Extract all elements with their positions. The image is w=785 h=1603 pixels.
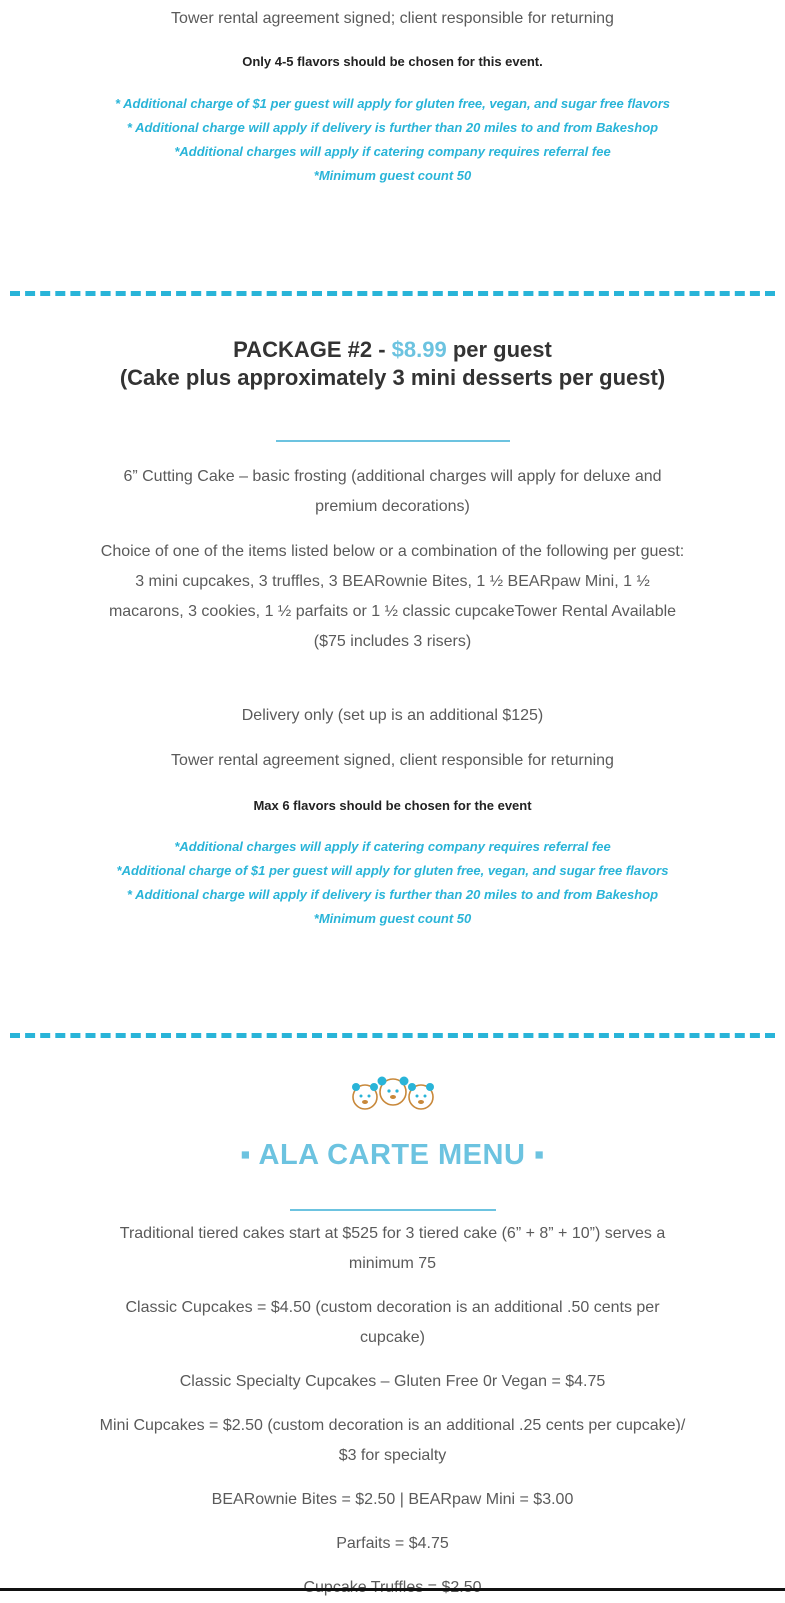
pkg2-flavors-note: Max 6 flavors should be chosen for the event [253, 798, 532, 813]
pkg2-choice-items: 3 mini cupcakes, 3 truffles, 3 BEARownie Bites, 1 ½ BEARpaw Mini, 1 ½ macarons, 3 cookies, 1 ½ parfaits or 1 ½ classic cupcakeTower Rental Available ($75 includes 3 risers) [108, 573, 677, 650]
pkg2-cutting-cake: 6” Cutting Cake – basic frosting (additional charges will apply for deluxe and premium decorations) [123, 468, 662, 515]
section-divider [10, 291, 775, 296]
pkg2-notes [0, 835, 785, 931]
pkg2-choice [0, 537, 785, 657]
pkg2-note: *Minimum guest count 50 [313, 911, 472, 926]
pkg1-note: * Additional charge will apply if delivery is further than 20 miles to and from Bakeshop [126, 120, 659, 135]
ala-carte-item: Classic Specialty Cupcakes – Gluten Free 0r Vegan = $4.75 [179, 1373, 606, 1390]
ala-carte-item: Mini Cupcakes = $2.50 (custom decoration is an additional .25 cents per cupcake)/ $3 for specialty [99, 1417, 686, 1464]
ala-carte-item: Parfaits = $4.75 [336, 1535, 449, 1552]
pkg1-notes [0, 92, 785, 188]
pkg2-heading [0, 336, 785, 392]
pkg1-note: *Minimum guest count 50 [313, 168, 472, 183]
pkg2-delivery: Delivery only (set up is an additional $125) [241, 707, 544, 724]
pkg2-tower-line: Tower rental agreement signed, client responsible for returning [171, 752, 614, 769]
pkg2-title-prefix: PACKAGE #2 - [233, 337, 392, 362]
pkg1-flavors-note: Only 4-5 flavors should be chosen for this event. [242, 54, 543, 69]
pkg2-note: * Additional charge will apply if delivery is further than 20 miles to and from Bakeshop [126, 887, 659, 902]
three-bears-icon [349, 1075, 437, 1113]
pkg2-choice-intro: Choice of one of the items listed below or a combination of the following per guest: [100, 543, 685, 560]
pkg2-subtitle: (Cake plus approximately 3 mini desserts per guest) [119, 365, 666, 390]
ala-carte-rule [290, 1209, 496, 1211]
ala-carte-items [0, 1219, 785, 1603]
pkg1-tower-line: Tower rental agreement signed; client responsible for returning [171, 10, 614, 27]
ala-carte-item: Traditional tiered cakes start at $525 for 3 tiered cake (6” + 8” + 10”) serves a minimum 75 [119, 1225, 666, 1272]
pkg1-note: *Additional charges will apply if catering company requires referral fee [174, 144, 611, 159]
pkg1-note: * Additional charge of $1 per guest will apply for gluten free, vegan, and sugar free flavors [114, 96, 671, 111]
ala-carte-item: Classic Cupcakes = $4.50 (custom decoration is an additional .50 cents per cupcake) [125, 1299, 660, 1346]
pkg2-price: $8.99 [391, 337, 447, 362]
ala-carte-item: BEARownie Bites = $2.50 | BEARpaw Mini = $3.00 [211, 1491, 574, 1508]
ala-carte-heading: ▪ ALA CARTE MENU ▪ [240, 1139, 545, 1171]
pkg2-note: *Additional charge of $1 per guest will apply for gluten free, vegan, and sugar free flavors [116, 863, 669, 878]
section-divider [10, 1033, 775, 1038]
pkg2-title-rule [276, 440, 510, 442]
pkg2-title-suffix: per guest [446, 337, 552, 362]
pkg2-note: *Additional charges will apply if catering company requires referral fee [174, 839, 611, 854]
